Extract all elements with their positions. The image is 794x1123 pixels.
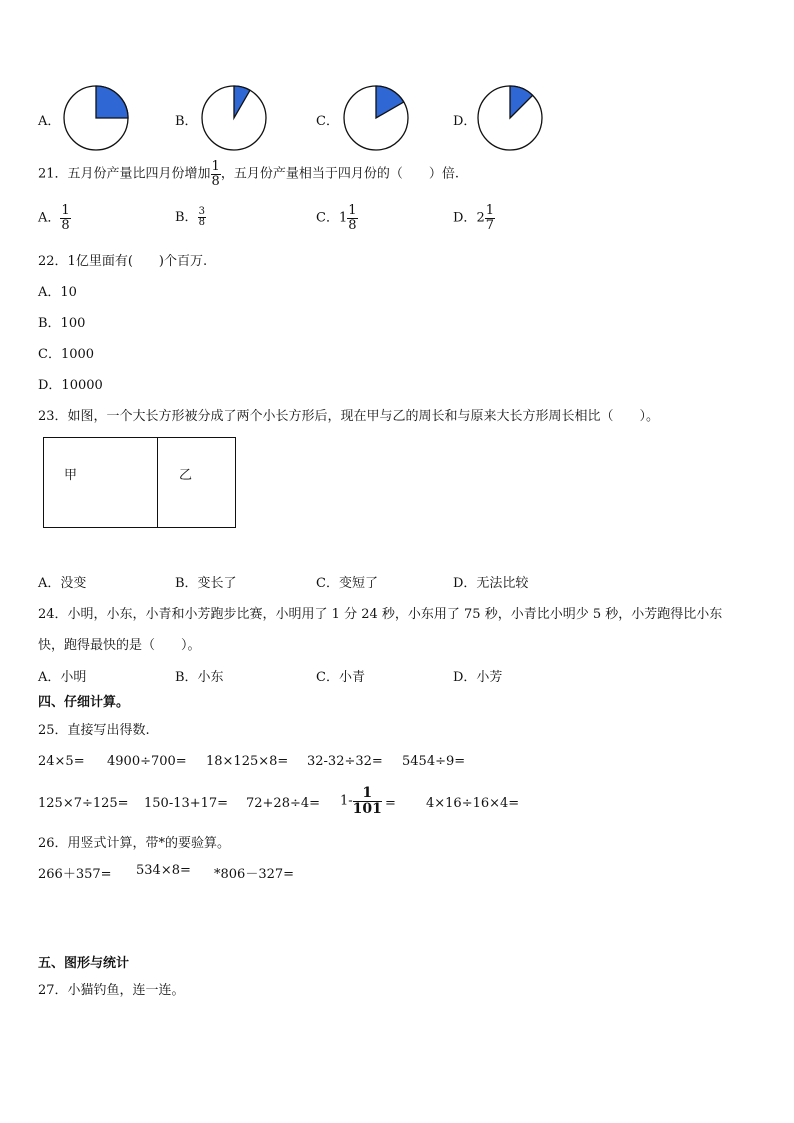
q22-stem: 22．1亿里面有( )个百万. bbox=[38, 254, 208, 269]
q21-stem-after: ，五月份产量相当于四月份的（ ）倍. bbox=[220, 166, 459, 182]
q26-item-3: *806－327= bbox=[214, 867, 295, 882]
q25-row1-item-3: 18×125×8= bbox=[206, 754, 289, 769]
q25-expr-prefix: 1- bbox=[340, 793, 353, 809]
q23-rectangle-figure bbox=[43, 437, 236, 528]
q20-option-c-letter: C． bbox=[316, 114, 339, 129]
q21-option-a-fraction bbox=[60, 204, 70, 232]
q26-stem: 26．用竖式计算，带*的要验算。 bbox=[38, 836, 231, 851]
q21-option-d[interactable] bbox=[453, 204, 495, 232]
q22-option-a[interactable]: A．10 bbox=[38, 285, 77, 300]
q21-option-b-letter: B． bbox=[175, 210, 198, 225]
q24-option-b[interactable]: B．小东 bbox=[175, 670, 224, 685]
q20-option-d-letter: D． bbox=[453, 114, 477, 129]
q21-stem-frac-num: 1 bbox=[211, 159, 220, 174]
q23-divider-line bbox=[157, 438, 158, 527]
q21-option-b-fraction bbox=[198, 207, 206, 229]
q23-option-d[interactable]: D．无法比较 bbox=[453, 576, 529, 591]
q21-option-b-den: 8 bbox=[198, 217, 205, 228]
q25-row2-item-2: 150-13+17= bbox=[144, 796, 229, 811]
q20-option-a-letter: A． bbox=[38, 114, 61, 129]
section-5-heading: 五、图形与统计 bbox=[38, 956, 130, 971]
q20-pie-b bbox=[200, 84, 268, 152]
q21-stem-frac-den: 8 bbox=[211, 173, 220, 189]
q24-option-d[interactable]: D．小芳 bbox=[453, 670, 503, 685]
q22-option-b[interactable]: B．100 bbox=[38, 316, 86, 331]
q25-row2-fraction-expr bbox=[340, 786, 382, 816]
q23-option-a[interactable]: A．没变 bbox=[38, 576, 87, 591]
q23-label-yi: 乙 bbox=[179, 468, 193, 483]
q25-row1-item-5: 5454÷9= bbox=[402, 754, 466, 769]
q23-stem: 23．如图，一个大长方形被分成了两个小长方形后，现在甲与乙的周长和与原来大长方形周长相比（ ）。 bbox=[38, 409, 660, 424]
q21-option-a-num: 1 bbox=[61, 203, 70, 218]
q21-option-a-letter: A． bbox=[38, 210, 61, 226]
q25-row2-item-last: 4×16÷16×4= bbox=[426, 796, 520, 811]
q21-option-b-num: 3 bbox=[198, 205, 205, 217]
q21-option-c-fraction bbox=[347, 204, 357, 232]
q21-option-c[interactable] bbox=[316, 204, 358, 232]
q24-stem-line2: 快，跑得最快的是（ ）。 bbox=[38, 638, 201, 653]
q21-option-a-den: 8 bbox=[61, 217, 70, 233]
pie-shaded-sector bbox=[96, 86, 128, 118]
q26-item-1: 266＋357= bbox=[38, 867, 112, 882]
q21-option-d-den: 7 bbox=[485, 217, 494, 233]
q21-option-d-fraction bbox=[485, 204, 495, 232]
q26-item-2: 534×8= bbox=[136, 863, 191, 878]
q25-expr-suffix: = bbox=[385, 796, 396, 811]
q22-option-d[interactable]: D．10000 bbox=[38, 378, 103, 393]
q25-row1-item-1: 24×5= bbox=[38, 754, 85, 769]
q20-pie-a bbox=[62, 84, 130, 152]
q20-pie-c bbox=[342, 84, 410, 152]
q21-stem-before: 21．五月份产量比四月份增加 bbox=[38, 166, 211, 182]
q25-row1-item-2: 4900÷700= bbox=[107, 754, 187, 769]
q21-option-d-num: 1 bbox=[485, 203, 494, 218]
q25-row1-item-4: 32-32÷32= bbox=[307, 754, 383, 769]
q21-option-c-den: 8 bbox=[348, 217, 357, 233]
q21-stem-fraction bbox=[211, 160, 221, 188]
q25-expr-den: 101 bbox=[352, 800, 382, 817]
q23-label-jia: 甲 bbox=[64, 468, 78, 483]
q23-option-c[interactable]: C．变短了 bbox=[316, 576, 378, 591]
q21-option-a[interactable] bbox=[38, 204, 71, 232]
q21-option-c-whole: 1 bbox=[338, 210, 348, 226]
q24-option-a[interactable]: A．小明 bbox=[38, 670, 87, 685]
q21-option-c-num: 1 bbox=[348, 203, 357, 218]
section-4-heading: 四、仔细计算。 bbox=[38, 695, 130, 710]
q22-option-c[interactable]: C．1000 bbox=[38, 347, 95, 362]
q20-option-b-letter: B． bbox=[175, 114, 198, 129]
q25-row2-item-3: 72+28÷4= bbox=[246, 796, 321, 811]
q24-stem-line1: 24．小明，小东，小青和小芳跑步比赛，小明用了 1 分 24 秒，小东用了 75 秒，小青比小明少 5 秒，小芳跑得比小东 bbox=[38, 607, 723, 622]
q24-option-c[interactable]: C．小青 bbox=[316, 670, 365, 685]
q20-pie-d bbox=[476, 84, 544, 152]
q21-option-b[interactable] bbox=[175, 206, 206, 229]
q21-option-c-letter: C． bbox=[316, 210, 339, 226]
q25-expr-fraction bbox=[353, 786, 382, 816]
q27-stem: 27．小猫钓鱼，连一连。 bbox=[38, 983, 185, 998]
q21-option-d-letter: D． bbox=[453, 210, 477, 226]
q25-expr-num: 1 bbox=[353, 786, 382, 802]
q21-stem bbox=[38, 160, 459, 188]
q21-option-d-whole: 2 bbox=[476, 210, 485, 226]
q25-stem: 25．直接写出得数. bbox=[38, 723, 150, 738]
q23-option-b[interactable]: B．变长了 bbox=[175, 576, 237, 591]
q25-row2-item-1: 125×7÷125= bbox=[38, 796, 129, 811]
